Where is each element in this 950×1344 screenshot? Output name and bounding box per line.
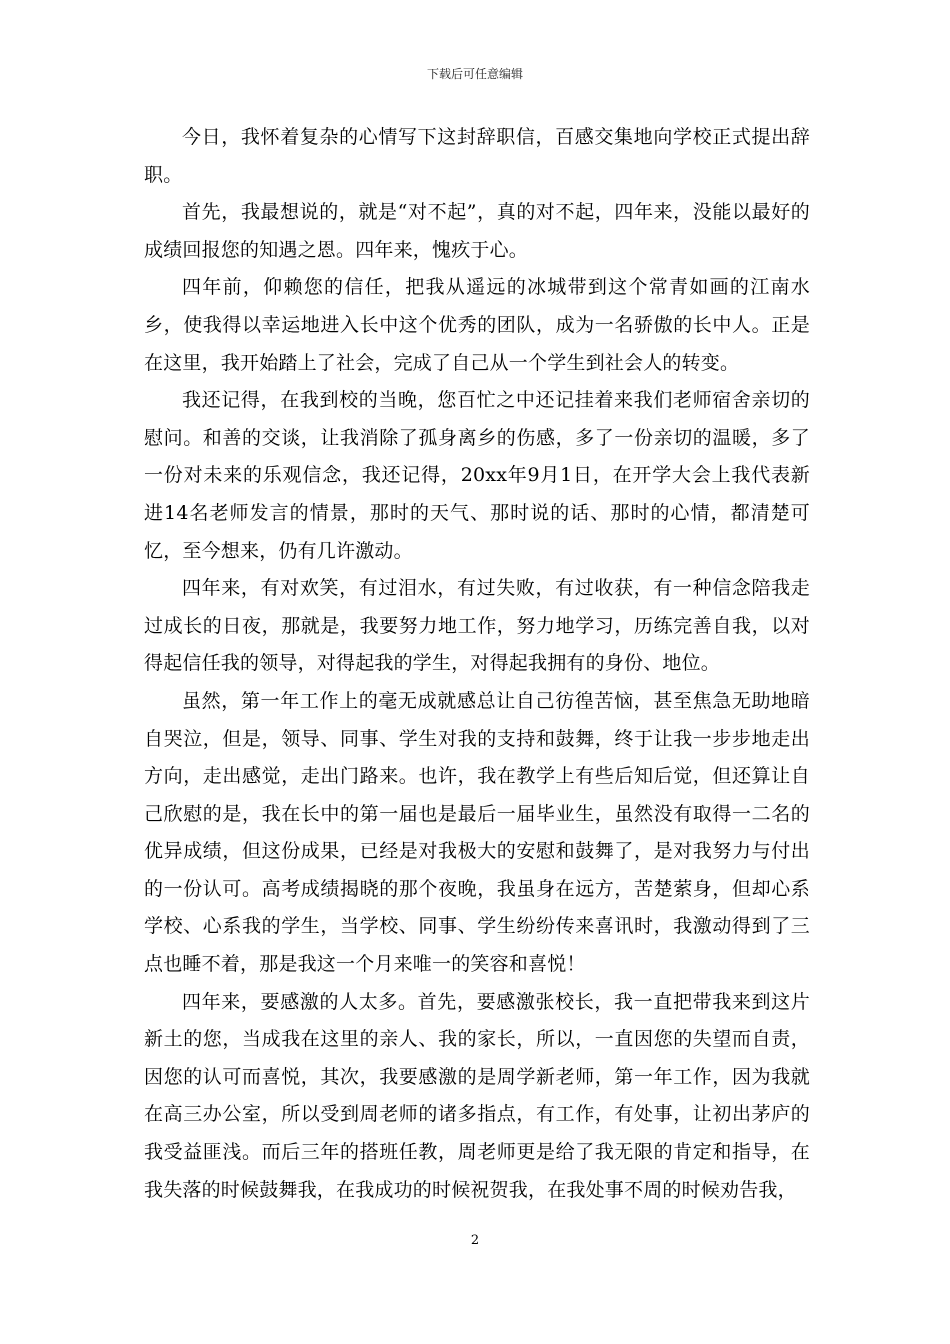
paragraph: 我还记得，在我到校的当晚，您百忙之中还记挂着来我们老师宿舍亲切的慰问。和善的交谈，让我消除了孤身离乡的伤感，多了一份亲切的温暖，多了一份对未来的乐观信念，我还记得，20xx年9月1日，在开学大会上我代表新进14名老师发言的情景，那时的天气、那时说的话、那时的心情，都清楚可忆，至今想来，仍有几许激动。 xyxy=(144,389,810,562)
paragraph: 今日，我怀着复杂的心情写下这封辞职信，百感交集地向学校正式提出辞职。 xyxy=(144,126,810,186)
page-number: 2 xyxy=(470,1233,480,1248)
paragraph: 四年来，有对欢笑，有过泪水，有过失败，有过收获，有一种信念陪我走过成长的日夜，那就是，我要努力地工作，努力地学习，历练完善自我，以对得起信任我的领导，对得起我的学生，对得起我拥有的身份、地位。 xyxy=(144,577,810,675)
paragraph: 虽然，第一年工作上的毫无成就感总让自己彷徨苦恼，甚至焦急无助地暗自哭泣，但是，领导、同事、学生对我的支持和鼓舞，终于让我一步步地走出方向，走出感觉，走出门路来。也许，我在教学上有些后知后觉，但还算让自己欣慰的是，我在长中的第一届也是最后一届毕业生，虽然没有取得一二名的优异成绩，但这份成果，已经是对我极大的安慰和鼓舞了，是对我努力与付出的一份认可。高考成绩揭晓的那个夜晚，我虽身在远方，苦楚萦身，但却心系学校、心系我的学生，当学校、同事、学生纷纷传来喜讯时，我激动得到了三点也睡不着，那是我这一个月来唯一的笑容和喜悦！ xyxy=(144,689,810,976)
paragraph: 首先，我最想说的，就是“对不起”，真的对不起，四年来，没能以最好的成绩回报您的知遇之恩。四年来，愧疚于心。 xyxy=(144,201,810,261)
paragraph: 四年前，仰赖您的信任，把我从遥远的冰城带到这个常青如画的江南水乡，使我得以幸运地进入长中这个优秀的团队，成为一名骄傲的长中人。正是在这里，我开始踏上了社会，完成了自己从一个学生到社会人的转变。 xyxy=(144,276,810,374)
letter-body xyxy=(144,119,810,1209)
page-header: 下载后可任意编辑 xyxy=(426,67,523,81)
paragraph: 四年来，要感激的人太多。首先，要感激张校长，我一直把带我来到这片新土的您，当成我在这里的亲人、我的家长，所以，一直因您的失望而自责，因您的认可而喜悦，其次，我要感激的是周学新老师，第一年工作，因为我就在高三办公室，所以受到周老师的诸多指点，有工作，有处事，让初出茅庐的我受益匪浅。而后三年的搭班任教，周老师更是给了我无限的肯定和指导，在我失落的时候鼓舞我，在我成功的时候祝贺我，在我处事不周的时候劝告我， xyxy=(144,990,810,1201)
